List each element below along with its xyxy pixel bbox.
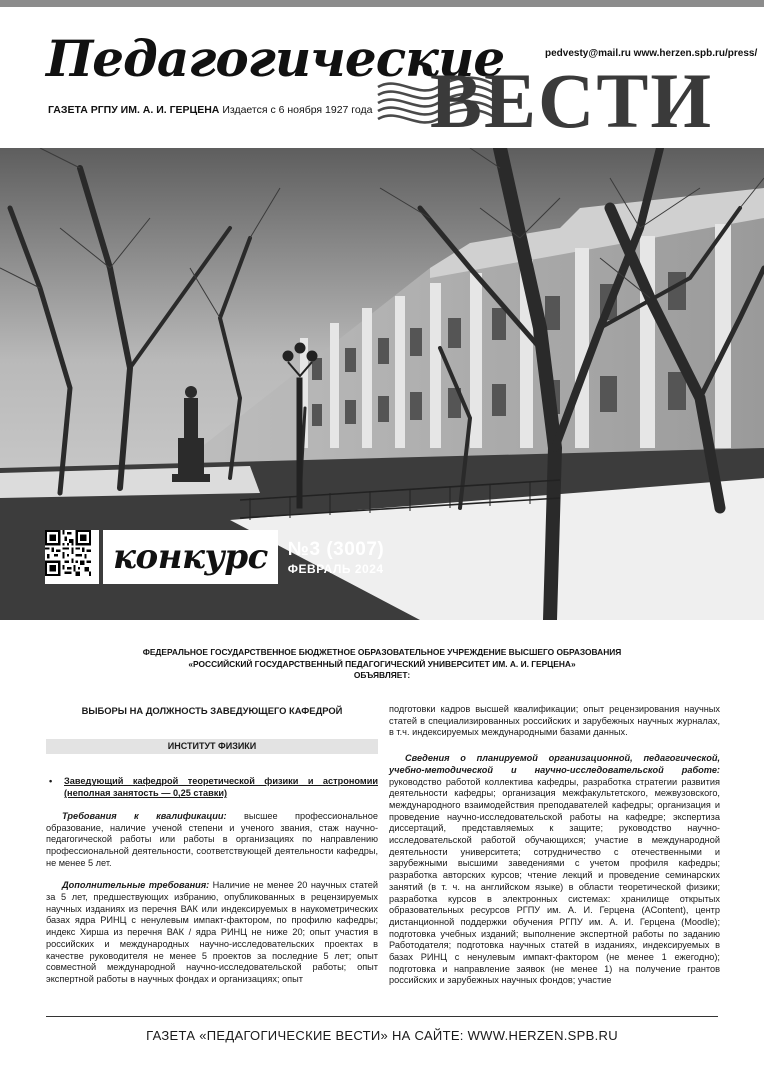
qualification-lead: Требования к квалификации: [62, 810, 227, 821]
issue-number: №3 (3007) [287, 538, 385, 560]
institute-heading: ИНСТИТУТ ФИЗИКИ [46, 739, 378, 755]
qualification-text: высшее профессиональное образование, наличие ученой степени и ученого звания, стаж научно-педагогической работы или работы в организациях по направлению профессиональной деятельности, соответствующей деятельности кафедры, не менее 5 лет. [46, 810, 378, 868]
article-column-left [46, 700, 378, 986]
position-title: • Заведующий кафедрой теоретической физики и астрономии (неполная занятость — 0,25 ставки) [46, 776, 378, 799]
additional-requirements-continued: подготовки кадров высшей квалификации; опыт рецензирования научных статей в специализированных российских и зарубежных научных журналах, в т.ч. индексируемых международными базами данных. [389, 704, 720, 738]
published-since: Издается с 6 ноября 1927 года [222, 104, 373, 116]
org-line-2: «РОССИЙСКИЙ ГОСУДАРСТВЕННЫЙ ПЕДАГОГИЧЕСКИЙ УНИВЕРСИТЕТ ИМ. А. И. ГЕРЦЕНА» [188, 658, 576, 669]
org-line-1: ФЕДЕРАЛЬНОЕ ГОСУДАРСТВЕННОЕ БЮДЖЕТНОЕ ОБРАЗОВАТЕЛЬНОЕ УЧРЕЖДЕНИЕ ВЫСШЕГО ОБРАЗОВАНИЯ [142, 647, 622, 657]
newspaper-title-line2: ВЕСТИ [430, 57, 714, 144]
org-line-3: ОБЪЯВЛЯЕТ: [353, 670, 411, 680]
additional-lead: Дополнительные требования: [62, 880, 210, 891]
newspaper-title-line1: Педагогические [46, 29, 505, 88]
masthead [0, 7, 764, 148]
qr-code-icon[interactable] [45, 530, 99, 584]
organization-header [0, 647, 764, 682]
article-column-right [389, 700, 720, 987]
contacts-line: pedvesty@mail.ru www.herzen.spb.ru/press/ [545, 48, 758, 59]
masthead-subline [48, 104, 372, 116]
footer-divider [46, 1016, 718, 1017]
newspaper-name: ГАЗЕТА РГПУ ИМ. А. И. ГЕРЦЕНА [48, 104, 220, 116]
issue-info-box [45, 530, 384, 584]
work-information-lead: Сведения о планируемой организационной, педагогической, учебно-методической и научно-исследовательской работе: [389, 753, 720, 775]
vacancy-heading: ВЫБОРЫ НА ДОЛЖНОСТЬ ЗАВЕДУЮЩЕГО КАФЕДРОЙ [81, 705, 343, 716]
rubric-label: конкурс [103, 530, 278, 584]
additional-requirements [46, 880, 378, 985]
work-information [389, 753, 720, 987]
work-information-text: руководство работой коллектива кафедры, разработка стратегии развития деятельности кафедры; организация межфакультетского, межвузовского, международного взаимодействия преподавателей кафедры; организация и проведение научно-исследовательской работы на кафедре; экспертиза диссертаций, представляемых к защите; руководство научно-исследовательской работой обучающихся; участие в международной деятельности университета; сотрудничество с отечественными и зарубежными высшими заведениями с учетом профиля кафедры; разработка авторских курсов; чтение лекций и проведение семинарских занятий (в т. ч. на английском языке) в области теоретической физики; разработка курсов в электронных системах: хранилище открытых образовательных ресурсов РГПУ им. А. И. Герцена (AContent), центр дистанционной поддержки обучения РГПУ им. А. И. Герцена (Moodle); подготовка учебных изданий; выполнение экспертной работы по заданию Работодателя; подготовка научных статей в изданиях, индексируемых в базах РИНЦ с ненулевым импакт-фактором (не менее 1 ежегодно); подготовка и направление заявок (не менее 1) на получение грантов российских и зарубежных научных фондов; участие [389, 776, 720, 986]
cover-photo [0, 148, 764, 620]
issue-date: ФЕВРАЛЬ 2024 [287, 561, 384, 576]
qualification-requirements [46, 811, 378, 870]
issue-number-block [288, 530, 384, 584]
footer-website-line: ГАЗЕТА «ПЕДАГОГИЧЕСКИЕ ВЕСТИ» НА САЙТЕ: WWW.HERZEN.SPB.RU [146, 1028, 618, 1043]
additional-text: Наличие не менее 20 научных статей за 5 лет, предшествующих избранию, опубликованных в рецензируемых научных изданиях из перечня ВАК или индексируемых в наукометрических базах ядра РИНЦ с ненулевым импакт-фактором, по профилю кафедры; индекс Хирша из перечня ВАК / ядра РИНЦ не ниже 20; опыт участия в российских и международных научно-исследовательских проектах в качестве руководителя не менее 5 проектов за последние 5 лет; опыт совместной международной научно-исследовательской работы; опыт экспертной работы в научных фондах и организациях; опыт [46, 880, 378, 984]
top-color-bar [0, 0, 764, 7]
